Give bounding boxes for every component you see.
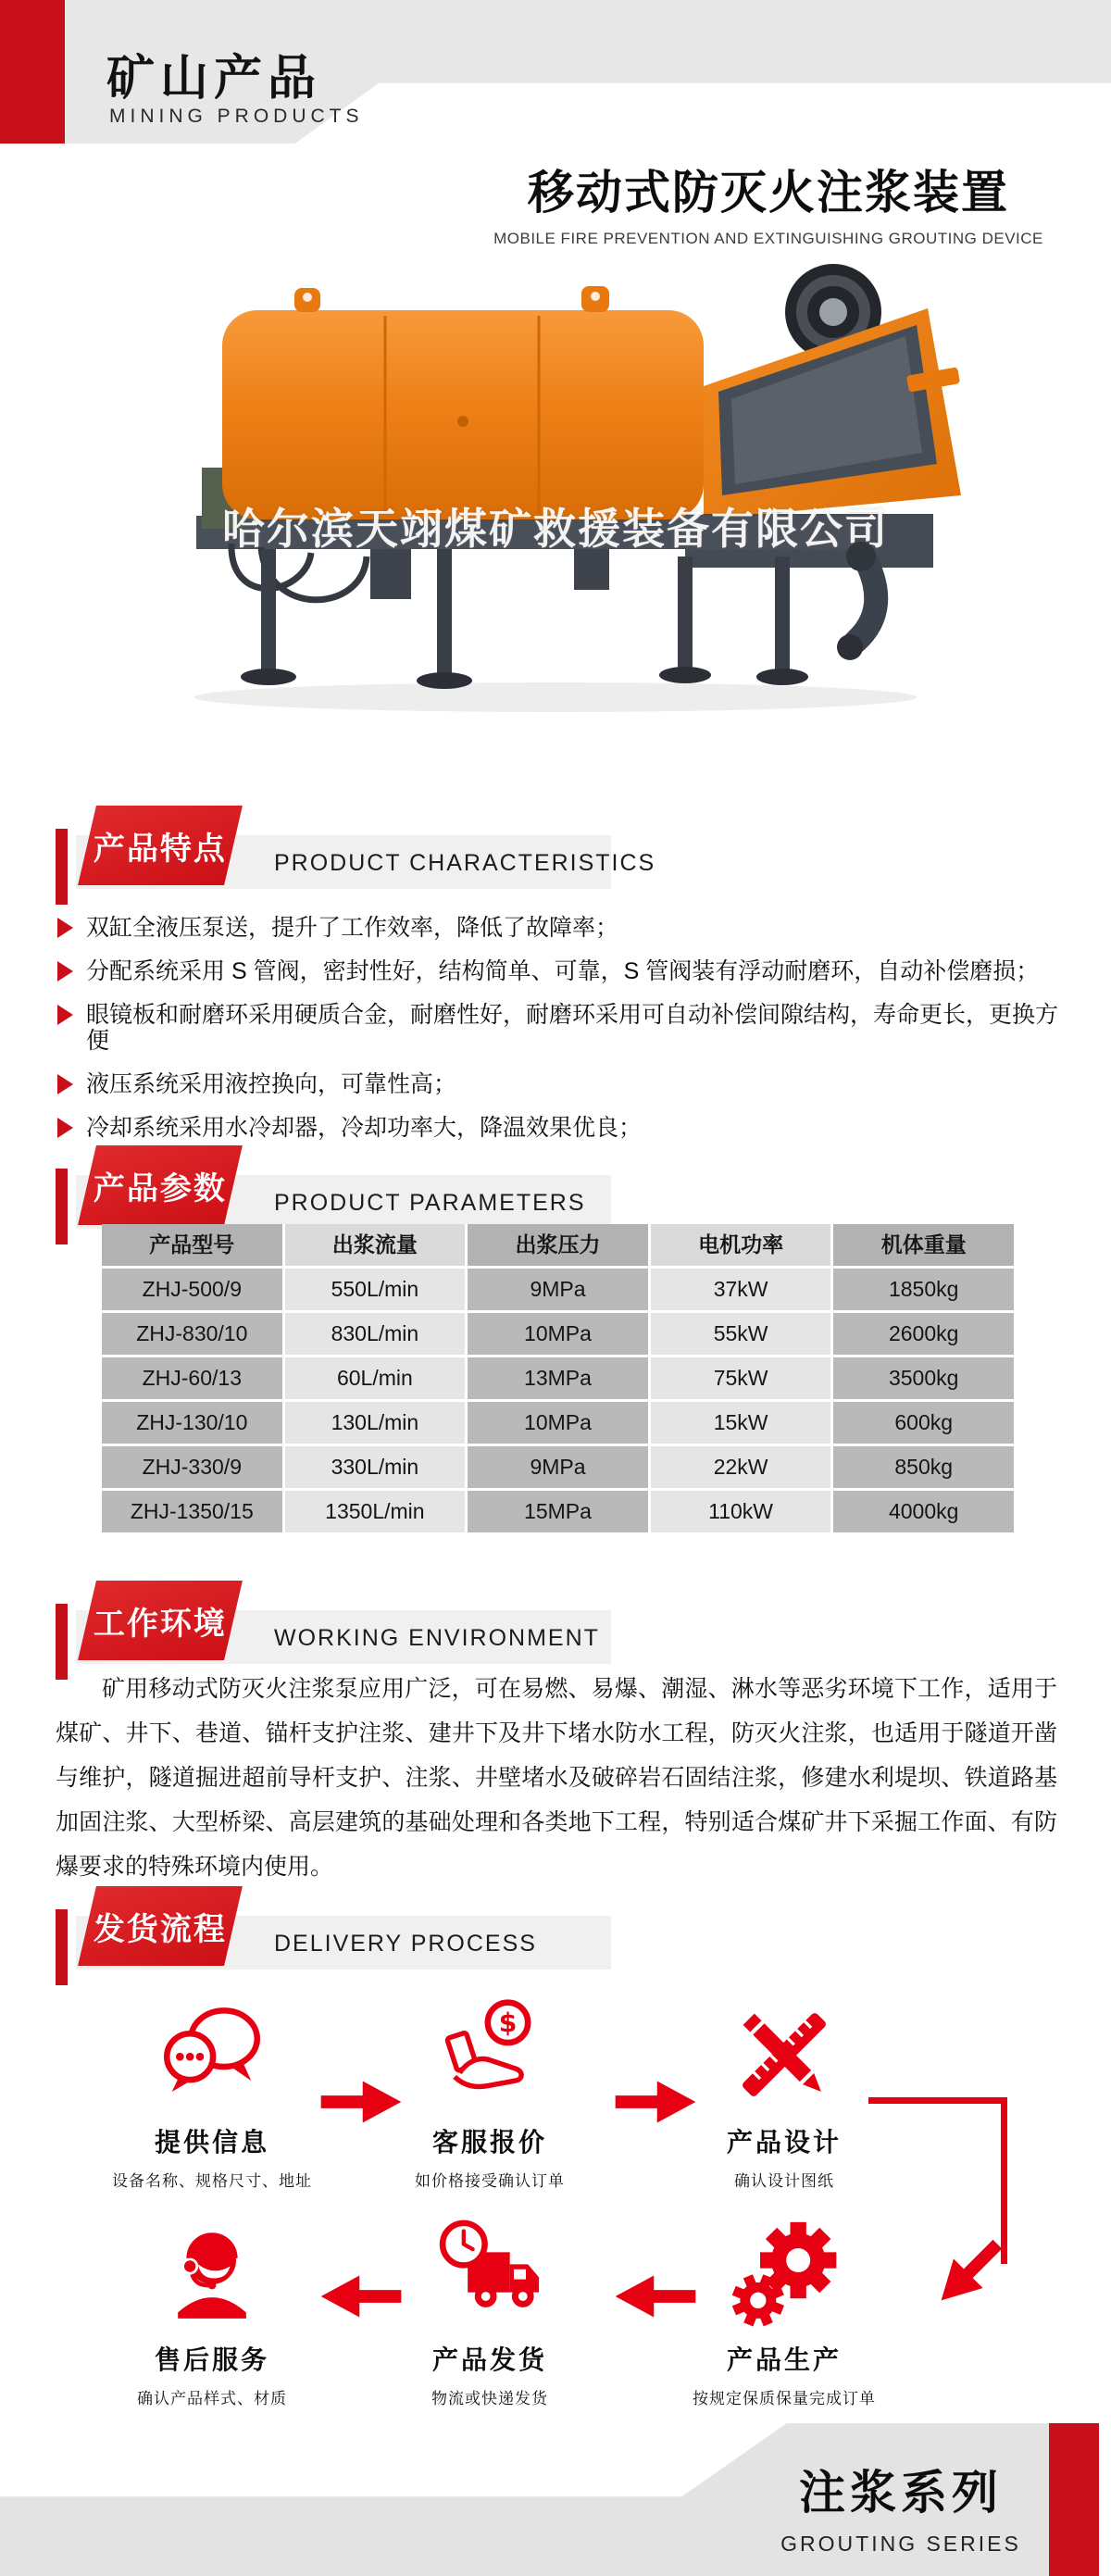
step-title: 产品生产	[726, 2345, 842, 2374]
step-desc: 按规定保质保量完成订单	[693, 2390, 876, 2407]
parameters-table	[102, 1224, 1014, 1532]
bullet-triangle-icon	[57, 918, 73, 938]
arrow-left-icon	[315, 2272, 407, 2320]
header-red-block	[0, 0, 65, 144]
table-cell: 600kg	[833, 1402, 1014, 1444]
delivery-step-service	[73, 2208, 351, 2408]
grouting-machine-illustration	[93, 190, 1018, 782]
service-icon	[73, 2208, 351, 2336]
table-cell: 850kg	[833, 1446, 1014, 1488]
footer-red-block	[1049, 2423, 1099, 2576]
footer-series-block	[762, 2456, 1040, 2557]
section-title: 工作环境	[94, 1606, 227, 1642]
svg-text:$: $	[498, 2007, 518, 2039]
table-cell: ZHJ-60/13	[102, 1357, 282, 1399]
table-cell: 60L/min	[285, 1357, 466, 1399]
section-badge	[78, 1581, 243, 1660]
section-title: 产品参数	[94, 1170, 227, 1207]
bullet-triangle-icon	[57, 1118, 73, 1138]
section-title-en: WORKING ENVIRONMENT	[274, 1625, 600, 1651]
step-title: 客服报价	[431, 2128, 547, 2157]
bullet-triangle-icon	[57, 961, 73, 982]
table-cell: 22kW	[651, 1446, 831, 1488]
environment-paragraph: 矿用移动式防灭火注浆泵应用广泛，可在易燃、易爆、潮湿、淋水等恶劣环境下工作，适用于煤矿、井下、巷道、锚杆支护注浆、建井下及井下堵水防水工程，防灭火注浆，也适用于隧道开凿与维护，隧道掘进超前导杆支护、注浆、井壁堵水及破碎岩石固结注浆，修建水利堤坝、铁道路基加固注浆、大型桥梁、高层建筑的基础处理和各类地下工程，特别适合煤矿井下采掘工作面、有防爆要求的特殊环境内使用。	[56, 1676, 1057, 1880]
red-bar	[56, 1169, 68, 1244]
table-cell: 9MPa	[468, 1446, 648, 1488]
table-cell: 550L/min	[285, 1269, 466, 1310]
section-title: 产品特点	[94, 831, 227, 867]
table-cell: 55kW	[651, 1313, 831, 1355]
brand-subtitle: MINING PRODUCTS	[109, 106, 364, 127]
section-badge	[78, 1145, 243, 1225]
feature-text: 分配系统采用 S 管阀，密封性好，结构简单、可靠，S 管阀装有浮动耐磨环，自动补偿磨损；	[86, 958, 1040, 984]
arrow-left-icon	[609, 2272, 702, 2320]
column-header: 产品型号	[102, 1224, 282, 1266]
table-cell: 9MPa	[468, 1269, 648, 1310]
step-desc: 确认产品样式、材质	[137, 2390, 287, 2407]
step-title: 产品设计	[726, 2128, 842, 2157]
list-item	[57, 1002, 1067, 1054]
table-cell: 10MPa	[468, 1402, 648, 1444]
company-watermark: 哈尔滨天翊煤矿救援装备有限公司	[222, 505, 889, 553]
table-cell: 110kW	[651, 1491, 831, 1532]
section-header-environment	[0, 1581, 1111, 1673]
arrow-right-icon	[609, 2078, 702, 2126]
delivery-step-info	[73, 1991, 351, 2191]
feature-text: 双缸全液压泵送，提升了工作效率，降低了故障率；	[86, 915, 619, 941]
bullet-triangle-icon	[57, 1074, 73, 1094]
section-title-en: PRODUCT PARAMETERS	[274, 1190, 586, 1216]
table-cell: 2600kg	[833, 1313, 1014, 1355]
red-bar	[56, 829, 68, 905]
section-badge	[78, 1886, 243, 1966]
feature-text: 液压系统采用液控换向，可靠性高；	[86, 1071, 457, 1097]
step-desc: 如价格接受确认订单	[415, 2172, 565, 2190]
table-cell: ZHJ-130/10	[102, 1402, 282, 1444]
step-title: 售后服务	[154, 2345, 269, 2374]
column-header: 出浆压力	[468, 1224, 648, 1266]
table-cell: 330L/min	[285, 1446, 466, 1488]
arrow-right-icon	[315, 2078, 407, 2126]
list-item	[57, 958, 1067, 984]
feature-text: 眼镜板和耐磨环采用硬质合金，耐磨性好，耐磨环采用可自动补偿间隙结构，寿命更长，更换方便	[86, 1002, 1059, 1054]
column-header: 机体重量	[833, 1224, 1014, 1266]
red-bar	[56, 1909, 68, 1985]
table-cell: 10MPa	[468, 1313, 648, 1355]
product-title: 移动式防灭火注浆装置	[528, 167, 1009, 219]
table-cell: 4000kg	[833, 1491, 1014, 1532]
list-item	[57, 1071, 1067, 1097]
table-cell: 830L/min	[285, 1313, 466, 1355]
chat-icon	[73, 1991, 351, 2119]
section-header-features	[0, 806, 1111, 898]
table-cell: ZHJ-830/10	[102, 1313, 282, 1355]
flow-connector-horizontal	[868, 2097, 1007, 2104]
step-title: 产品发货	[431, 2345, 547, 2374]
table-cell: 130L/min	[285, 1402, 466, 1444]
feature-list	[57, 915, 1067, 1158]
flow-connector-vertical	[1001, 2097, 1007, 2264]
brand-title: 矿山产品	[106, 52, 322, 106]
feature-text: 冷却系统采用水冷却器，冷却功率大，降温效果优良；	[86, 1115, 643, 1141]
table-cell: 1850kg	[833, 1269, 1014, 1310]
list-item	[57, 915, 1067, 941]
bullet-triangle-icon	[57, 1005, 73, 1025]
table-cell: ZHJ-330/9	[102, 1446, 282, 1488]
section-badge	[78, 806, 243, 885]
step-desc: 设备名称、规格尺寸、地址	[112, 2172, 312, 2190]
section-title-en: PRODUCT CHARACTERISTICS	[274, 850, 656, 876]
product-image	[93, 190, 1018, 782]
table-cell: ZHJ-1350/15	[102, 1491, 282, 1532]
section-title: 发货流程	[94, 1911, 227, 1947]
column-header: 出浆流量	[285, 1224, 466, 1266]
table-cell: ZHJ-500/9	[102, 1269, 282, 1310]
step-title: 提供信息	[154, 2128, 269, 2157]
table-cell: 13MPa	[468, 1357, 648, 1399]
table-cell: 75kW	[651, 1357, 831, 1399]
product-title-en: MOBILE FIRE PREVENTION AND EXTINGUISHING GROUTING DEVICE	[493, 230, 1043, 247]
step-desc: 物流或快递发货	[431, 2390, 548, 2407]
list-item	[57, 1115, 1067, 1141]
table-cell: 1350L/min	[285, 1491, 466, 1532]
table-cell: 15MPa	[468, 1491, 648, 1532]
table-cell: 3500kg	[833, 1357, 1014, 1399]
section-header-delivery	[0, 1886, 1111, 1979]
series-title: 注浆系列	[799, 2467, 1003, 2519]
section-title-en: DELIVERY PROCESS	[274, 1931, 537, 1957]
column-header: 电机功率	[651, 1224, 831, 1266]
table-cell: 15kW	[651, 1402, 831, 1444]
step-desc: 确认设计图纸	[734, 2172, 834, 2190]
series-title-en: GROUTING SERIES	[780, 2532, 1021, 2556]
table-cell: 37kW	[651, 1269, 831, 1310]
